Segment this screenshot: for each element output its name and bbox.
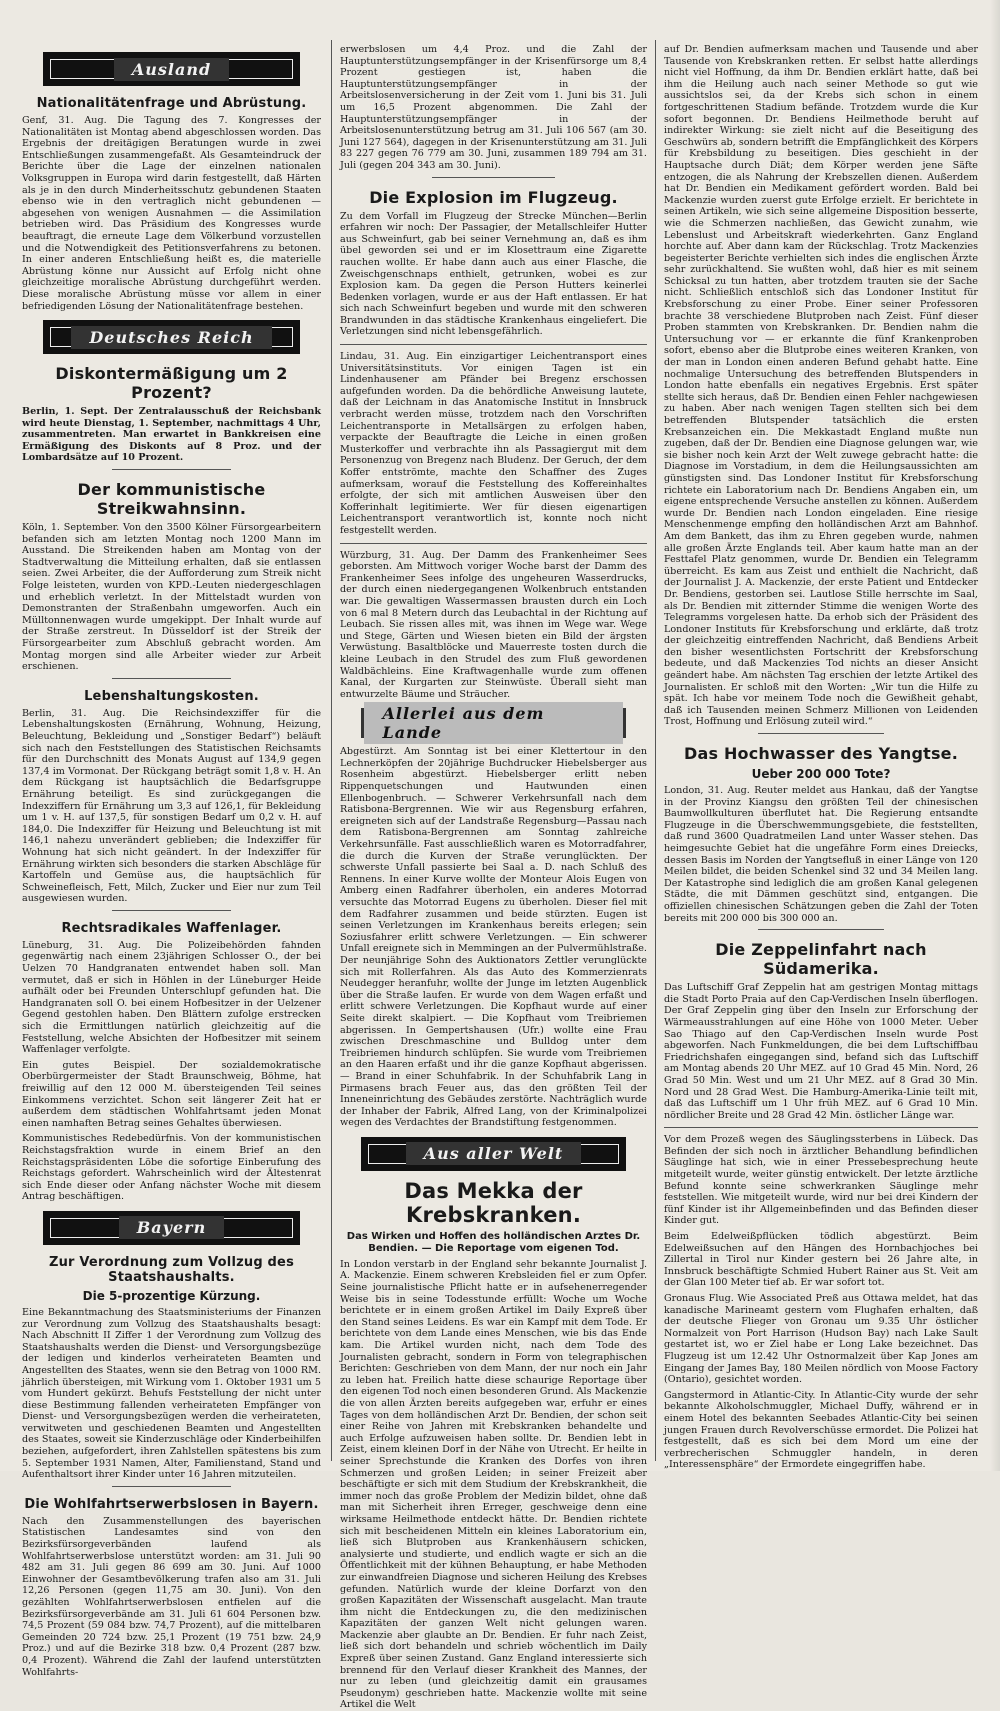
divider — [112, 469, 232, 470]
divider — [340, 344, 647, 345]
article-nationalitaet: Genf, 31. Aug. Die Tagung des 7. Kongresses der Nationalitäten ist Montag abend abgeschlossen worden. Das Ergebnis der dreitägigen Beratungen wurde in zwei Entschließungen zusammengefaßt. Als Gesamteindruck der Berichte über die Lage der einzelnen nationalen Volksgruppen in Europa wird darin festgestellt, daß Härten als je in den durch Minderheitsschutz gebundenen Staaten ebenso wie in den vertraglich nicht gebundenen — abgesehen von wenigen Ausnahmen — die Assimilation betrieben wird. Das Präsidium des Kongresses wurde beauftragt, die erneute Lage dem Völkerbund vorzustellen und die Notwendigkeit des Petitionsverfahrens zu betonen. In einer anderen Entschließung heißt es, die materielle Abrüstung könne nur Aussicht auf Erfolg nicht ohne gleichzeitige moralische Abrüstung durchgeführt werden. Diese moralische Abrüstung müsse vor allem in einer befriedigenden Lösung der Nationalitätenfrage bestehen. — [22, 115, 321, 312]
article-diskont: Berlin, 1. Sept. Der Zentralausschuß der Reichsbank wird heute Dienstag, 1. September, nachmittags 4 Uhr, zusammentreten. Man erwartet in Bankkreisen eine Ermäßigung des Diskonts auf 8 Proz. und der Lombardsätze auf 10 Prozent. — [22, 406, 321, 464]
section-header-reich — [43, 320, 300, 354]
article-erwerbslose-cont: erwerbslosen um 4,4 Proz. und die Zahl der Hauptunterstützungsempfänger in der Krisenfürsorge um 8,4 Prozent gestiegen ist, haben die Hauptunterstützungsempfänger in der Arbeitslosenversicherung in der Zeit vom 1. Juni bis 31. Juli um 16,5 Prozent abgenommen. Die Zahl der Hauptunterstützungsempfänger in der Arbeitslosenunterstützung betrug am 31. Juli 106 567 (am 30. Juni 127 564), dagegen in der Krisenunterstützung am 31. Juli 83 227 gegen 76 779 am 30. Juni, zusammen 189 794 am 31. Juli (gegen 204 343 am 30. Juni). — [340, 44, 647, 171]
article-zeppelin: Das Luftschiff Graf Zeppelin hat am gestrigen Montag mittags die Stadt Porto Praia auf den Cap-Verdischen Inseln überflogen. Der Graf Zeppelin ging über den Inseln zur Erforschung der Wärmeausstrahlungen auf eine Höhe von 1000 Meter. Ueber Sao Thiago auf den Cap-Verdischen Inseln wurde Post abgeworfen. Nach Funkmeldungen, die bei dem Luftschiffbau Friedrichshafen eingegangen sind, befand sich das Luftschiff am Montag abends 20 Uhr MEZ. auf 10 Grad 45 Min. Nord, 26 Grad 50 Min. West und um 21 Uhr MEZ. auf 8 Grad 30 Min. Nord und 28 Grad West. Die Hamburg-Amerika-Linie teilt mit, daß das Luftschiff um 1 Uhr früh MEZ. auf 6 Grad 10 Min. nördlicher Breite und 28 Grad 42 Min. östlicher Länge war. — [664, 982, 978, 1121]
section-title: Allerlei aus dem Lande — [364, 702, 622, 744]
headline-lebenshaltung: Lebenshaltungskosten. — [84, 688, 259, 704]
page-edge-shadow — [990, 0, 1000, 1471]
column-middle — [340, 44, 647, 1711]
article-bendien-cont: auf Dr. Bendien aufmerksam machen und Tausende und aber Tausende von Krebskranken retten. Er selbst hatte allerdings nicht viel Hoffnung, da ihm Dr. Bendien erklärt hatte, daß bei ihm die Heilung auch nach seiner Methode so gut wie aussichtslos sei, da der Krebs sich schon in einem fortgeschrittenen Stadium befände. Trotzdem wurde die Kur sofort begonnen. Dr. Bendiens Heilmethode beruht auf indirekter Wirkung: sie zielt nicht auf die Beseitigung des Geschwürs ab, sondern betrifft die Empfänglichkeit des Körpers für Krebsbildung zu beseitigen. Dies geschieht in der Hauptsache durch Diät; dem Körper werden jene Säfte entzogen, die als Nahrung der Krebszellen dienen. Außerdem hat Dr. Bendien ein Medikament gefördert worden. Bald bei Mackenzie wurden zuerst gute Erfolge erzielt. Er berichtete in seinen Artikeln, wie sich seine allgemeine Disposition besserte, wie die Schmerzen nachließen, das Gewicht zunahm, wie Lebenslust und Arbeitskraft wiederkehrten. Ganz England horchte auf. Aber dann kam der Rückschlag. Trotz Mackenzies begeisterter Berichte verhielten sich indes die englischen Ärzte sehr zurückhaltend. Sie wußten wohl, daß hier es mit seinem Schicksal zu tun hatten, aber trotzdem trauten sie der Sache nicht. Schließlich entschloß sich das Londoner Institut für Krebsforschung zu einer Probe. Einer seiner Professoren brachte 38 verschiedene Blutproben nach Zeist. Fünf dieser Proben stammten von Krebskranken. Dr. Bendien nahm die Untersuchung vor — er erkannte die fünf Krankenproben sofort, ebenso aber die Blutprobe eines weiteren Kranken, von der man in London einen anderen Befund gehabt hatte. Eine nochmalige Untersuchung des betreffenden Blutspenders in London hatte ebenfalls ein negatives Ergebnis. Erst später stellte sich heraus, daß Dr. Bendien einen Fehler nachgewiesen zu haben. Aber nach wenigen Tagen stellten sich bei dem betreffenden Blutspender tatsächlich die ersten Krebsanzeichen ein. Die Mekkastadt England mußte nun zugeben, daß der Dr. Bendien eine Diagnose gelungen war, wie sie bisher noch kein Arzt der Welt zuwege gebracht hatte: die Diagnose im Vorstadium, in dem die Heilungsaussichten am günstigsten sind. Das Londoner Institut für Krebsforschung richtete ein Laboratorium nach Dr. Bendiens Angaben ein, um eigene entsprechende Versuche anstellen zu können. Außerdem wurde Dr. Bendien nach London eingeladen. Eine riesige Menschenmenge empfing den holländischen Arzt am Bahnhof. Am dem Bankett, das ihm zu Ehren gegeben wurde, nahmen alle großen Ärzte Englands teil. Aber kaum hatte man an der Festtafel Platz genommen, wurde Dr. Bendien ein Telegramm überreicht. Es kam aus Zeist und enthielt die Nachricht, daß der Journalist J. A. Mackenzie, der erste Patient und Entdecker Dr. Bendiens, gestorben sei. Lautlose Stille herrschte im Saal, als Dr. Bendien mit zitternder Stimme die wenigen Worte des Telegramms vorgelesen hatte. Da erhob sich der Präsident des Londoner Instituts für Krebsforschung und erklärte, daß trotz der gleichzeitig eintreffenden Nachricht, daß Bendiens Arbeit den bisher wesentlichsten Fortschritt der Krebsforschung bedeute, und daß Mackenzies Tod nichts an dieser Ansicht geändert habe. Am nächsten Tag erschien der letzte Artikel des Journalisten. Er schloß mit den Worten: „Wir tun die Hilfe zu spät. Ich habe vor meinem Tode noch die Gewißheit gehabt, daß ich Tausenden meinen Schmerz Millionen von Leidenden Trost, Hoffnung und Erlösung zuteil wird.“ — [664, 44, 978, 728]
divider — [340, 543, 647, 544]
headline-streik: Der kommunistische Streikwahnsinn. — [77, 480, 266, 519]
headline-hochwasser: Das Hochwasser des Yangtse. — [683, 744, 959, 764]
section-title: Aus aller Welt — [406, 1142, 582, 1165]
section-title: Bayern — [119, 1216, 224, 1239]
article-hochwasser: London, 31. Aug. Reuter meldet aus Hankau, daß der Yangtse in der Provinz Kiangsu den größten Teil der chinesischen Baumwollkulturen überflutet hat. Die Regierung entsandte Flugzeuge in die Überschwemmungsgebiete, die feststellten, daß rund 3600 Quadratmeilen Land unter Wasser stehen. Das heimgesuchte Gebiet hat die ungefähre Form eines Dreiecks, dessen Basis im Norden der Yangtsefluß in einer Länge von 120 Meilen bildet, die beiden Schenkel sind 32 und 34 Meilen lang. Der Katastrophe sind lediglich die am großen Kanal gelegenen Städte, die mit Dämmen geschützt sind, entgangen. Die offiziellen chinesischen Schätzungen geben die Zahl der Toten bereits mit 200 000 bis 300 000 an. — [664, 785, 978, 924]
article-redebeduerfnis: Kommunistisches Redebedürfnis. Von der kommunistischen Reichstagsfraktion wurde in einem Brief an den Reichstagspräsidenten Löbe die sofortige Einberufung des Reichstags gefordert. Wahrscheinlich wird der Ältestenrat sich Ende dieser oder Anfang nächster Woche mit diesem Antrag beschäftigen. — [22, 1133, 321, 1203]
article-streik: Köln, 1. September. Von den 3500 Kölner Fürsorgearbeitern befanden sich am letzten Montag noch 1200 Mann im Ausstand. Die Streikenden haben am Montag von der Stadtverwaltung die Mitteilung erhalten, daß sie entlassen seien. Zwei Arbeiter, die der Aufforderung zum Streik nicht Folge leisteten, wurden von KPD.-Leuten niedergeschlagen und erheblich verletzt. In der Mittelstadt wurden von Demonstranten der Straßenbahn umgeworfen. Auch ein Mülltonnenwagen wurde umgekippt. Der Inhalt wurde auf der Straße zerstreut. In Düsseldorf ist der Streik der Fürsorgearbeiter zum Abschluß gebracht worden. Am Montag morgen sind alle Arbeiter wieder zur Arbeit erschienen. — [22, 522, 321, 673]
section-title: Ausland — [114, 58, 229, 81]
divider — [112, 1486, 232, 1487]
headline-wohlfahrt: Die Wohlfahrtserwerbslosen in Bayern. — [24, 1496, 319, 1512]
column-divider — [331, 40, 332, 1461]
article-gronau: Gronaus Flug. Wie Associated Preß aus Ottawa meldet, hat das kanadische Marineamt gestern vom Flughafen erhalten, daß der deutsche Flieger von Gronau um 9.35 Uhr östlicher Normalzeit von Port Harrison (Hudson Bay) nach Lake Sault gestartet ist, wo er Ziel habe er Long Lake bezeichnet. Das Flugzeug ist um 12.42 Uhr Ostnormalzeit über Kap Jones am Eingang der James Bay, 180 Meilen nördlich von Moose Factory (Ontario), gesichtet worden. — [664, 1293, 978, 1386]
column-left — [22, 44, 321, 1678]
article-mekka: In London verstarb in der England sehr bekannte Journalist J. A. Mackenzie. Einem schweren Krebsleiden fiel er zum Opfer. Seine journalistische Pflicht hatte er in aufsehenerregender Weise bis in seine Todesstunde erfüllt: Woche um Woche berichtete er in einem großen Artikel im Daily Expreß über den Stand seines Leidens. Es war ein Kampf mit dem Tode. Er berichtete von dem Lande eines Menschen, wie bis das Ende kam. Die Artikel wurden nicht, nach dem Tode des Journalisten gebracht, sondern in Form von telegraphischen Berichten: Geschrieben von dem Mann, der nur noch ein Jahr zu leben hat. Freilich hatte diese schaurige Reportage über den eigenen Tod noch einen besonderen Grund. Als Mackenzie die von allen Ärzten bereits aufgegeben war, erfuhr er eines Tages von dem holländischen Arzt Dr. Bendien, der schon seit einer Reihe von Jahren mit Krebskranken behandelte und auch Erfolge aufzuweisen haben sollte. Dr. Bendien lebt in Zeist, einem kleinen Dorf in der Nähe von Utrecht. Er heilte in seiner Sprechstunde die Kranken des Dorfes von ihren Schmerzen und großen Leiden; in seiner Freizeit aber beschäftigte er sich mit dem Studium der Krebskrankheit, die immer noch das große Problem der Medizin bildet, ohne daß man mit Sicherheit ihren Erreger, geschweige denn eine wirksame Heilmethode entdeckt hätte. Dr. Bendien richtete sich mit bescheidenen Mitteln ein kleines Laboratorium ein, ließ sich Blutproben aus Krankenhäusern schicken, analysierte und studierte, und endlich wagte er sich an die Öffentlichkeit mit der kühnen Behauptung, er habe Methoden zur einwandfreien Diagnose und sicheren Heilung des Krebses gefunden. Natürlich wurde der kleine Dorfarzt von den großen Kapazitäten der Wissenschaft ausgelacht. Man traute ihm nicht die Entdeckungen zu, die den medizinischen Kapazitäten der ganzen Welt nicht gelungen waren. Mackenzie aber glaubte an Dr. Bendien. Er fuhr nach Zeist, ließ sich dort behandeln und schrieb wöchentlich im Daily Expreß über seinen Zustand. Ganz England interessierte sich brennend für den Verlauf dieser Krankheit des Mannes, der nur zu leben (und gleichzeitig damit ein grausames Pseudonym) geschrieben hatte. Mackenzie wollte mit seine Artikel die Welt — [340, 1258, 647, 1711]
divider — [112, 910, 232, 911]
headline-nationalitaet: Nationalitätenfrage und Abrüstung. — [36, 96, 307, 111]
section-header-lande — [361, 704, 625, 743]
headline-verordnung: Zur Verordnung zum Vollzug des Staatshaushalts. — [48, 1254, 295, 1285]
divider — [758, 733, 884, 734]
article-waffenlager: Lüneburg, 31. Aug. Die Polizeibehörden fahnden gegenwärtig nach einem 23jährigen Schlosser O., der bei Uelzen 70 Handgranaten entwendet haben soll. Man vermutet, daß er sich in Höhlen in der Lüneburger Heide aufhält oder bei Freunden Unterschlupf gefunden hat. Die Handgranaten soll O. bei einem Hofbesitzer in der Uelzener Gegend gestohlen haben. Den Blättern zufolge erstrecken sich die Ermittlungen natürlich gleichzeitig auf die Feststellung, welche Absichten der Hofbesitzer mit seinem Waffenlager verfolgte. — [22, 939, 321, 1056]
headline-mekka: Das Mekka der Krebskranken. — [404, 1178, 583, 1227]
section-header-bayern — [43, 1211, 300, 1245]
article-lande: Abgestürzt. Am Sonntag ist bei einer Klettertour in den Lechnerköpfen der 20jährige Buchdrucker Hiebelsberger aus Rosenheim abgestürzt. Hiebelsberger erlitt neben Rippenquetschungen und Hautwunden einen Ellenbogenbruch. — Schwerer Verkehrsunfall nach dem Ratisbona-Bergrennen. Wie wir aus Regensburg erfahren, ereigneten sich auf der Landstraße Regensburg—Passau nach dem Ratisbona-Bergrennen am Sonntag zahlreiche Verkehrsunfälle. Fast ausschließlich waren es Motorradfahrer, die durch die Kurven der Straße verunglückten. Der schwerste Unfall passierte bei Saal a. D. nach Schluß des Rennens. In einer Kurve wollte der Monteur Alois Eugen von Amberg einen Radfahrer überholen, ein anderes Motorrad versuchte das Motorrad Eugens zu überholen. Dieser fiel mit dem Radfahrer zusammen und beide stürzten. Eugen ist seinen Verletzungen im Krankenhaus bereits erlegen; sein Soziusfahrer erlitt schwere Verletzungen. — Ein schwerer Unfall ereignete sich in Memmingen an der Pulvermühlstraße. Der neunjährige Sohn des Auktionators Zettler verunglückte sich mit Rollerfahren. Als das Auto des Kommerzienrats Neudegger heranfuhr, wollte der Junge im letzten Augenblick über die Straße laufen. Er wurde von dem Wagen erfaßt und erlitt schwere Verletzungen. Die Kopfhaut wurde auf einer Seite direkt skalpiert. — Die Kopfhaut vom Treibriemen abgerissen. In Gempertshausen (Ufr.) wollte eine Frau zwischen Dreschmaschine und Bulldog unter dem Treibriemen hindurch schlüpfen. Sie wurde vom Treibriemen an den Haaren erfaßt und ihr die ganze Kopfhaut abgerissen. — Brand in einer Schuhfabrik. In der Schuhfabrik Lang in Pirmasens brach Feuer aus, das den größten Teil der Inneneinrichtung des Gebäudes zerstörte. Nachträglich wurde der Inhaber der Fabrik, Alfred Lang, von der Kriminalpolizei wegen des Verdachtes der Brandstiftung festgenommen. — [340, 746, 647, 1129]
section-header-aller-welt — [361, 1137, 625, 1171]
divider — [664, 1127, 978, 1128]
headline-zeppelin: Die Zeppelinfahrt nach Südamerika. — [715, 940, 927, 979]
divider — [758, 929, 884, 930]
subhead-tote: Ueber 200 000 Tote? — [751, 767, 891, 782]
article-explosion: Zu dem Vorfall im Flugzeug der Strecke München—Berlin erfahren wir noch: Der Passagier, der Metallschleifer Hutter aus Schweinfurt, gab bei seiner Vernehmung an, daß es ihm übel geworden sei und er im Klosettraum eine Zigarette rauchen wollte. Er habe dann auch aus einer Flasche, die Zweischgenschnaps enthielt, getrunken, wobei es zur Explosion kam. Da gegen die Person Hutters keinerlei Bedenken vorlagen, wurde er aus der Haft entlassen. Er hat sich nach Schweinfurt begeben und wurde mit den schweren Brandwunden in das städtische Krankenhaus eingeliefert. Die Verletzungen sind nicht lebensgefährlich. — [340, 210, 647, 338]
article-wohlfahrt: Nach den Zusammenstellungen des bayerischen Statistischen Landesamtes sind von den Bezirksfürsorgeverbänden laufend als Wohlfahrtserwerbslose unterstützt worden: am 31. Juli 90 482 am 31. Juli gegen 86 699 am 30. Juni. Auf 1000 Einwohner der Gesamtbevölkerung trafen also am 31. Juli 12,26 Personen (gegen 11,75 am 30. Juni). Von den gezählten Wohlfahrtserwerbslosen entfielen auf die Bezirksfürsorgeverbände am 31. Juli 61 604 Personen bzw. 74,5 Prozent (59 084 bzw. 74,7 Prozent), auf die mittelbaren Gemeinden 20 724 bzw. 25,1 Prozent (19 751 bzw. 24,9 Proz.) und auf die Bezirke 318 bzw. 0,4 Prozent (287 bzw. 0,4 Prozent). Während die Zahl der laufend unterstützten Wohlfahrts- — [22, 1515, 321, 1678]
divider — [112, 678, 232, 679]
article-prozess: Vor dem Prozeß wegen des Säuglingssterbens in Lübeck. Das Befinden der sich noch in ärztlicher Behandlung befindlichen Säuglinge hat sich, wie in einer Pressebesprechung heute mitgeteilt wurde, weiter günstig entwickelt. Der letzte ärztliche Befund konnte seine schwerkranken Säuglinge mehr feststellen. Wie mitgeteilt wurde, wird nur bei drei Kindern der fünf Kinder ist ihr Allgemeinbefinden und das Befinden dieser Kinder gut. — [664, 1134, 978, 1227]
headline-waffenlager: Rechtsradikales Waffenlager. — [61, 920, 282, 936]
article-lebenshaltung: Berlin, 31. Aug. Die Reichsindexziffer für die Lebenshaltungskosten (Ernährung, Wohnung, Heizung, Beleuchtung, Bekleidung und „Sonstiger Bedarf“) beläuft sich nach den Feststellungen des Statistischen Reichsamts für den Durchschnitt des Monats August auf 134,9 gegen 137,4 im Vormonat. Der Rückgang beträgt somit 1,8 v. H. An dem Rückgang ist hauptsächlich die Bedarfsgruppe Ernährung beteiligt. Es sind zurückgegangen die Indexziffern für Ernährung um 3,3 auf 126,1, für Bekleidung um 1 v. H. auf 137,5, für sonstigen Bedarf um 0,2 v. H. auf 184,0. Die Indexziffer für Heizung und Beleuchtung ist mit 146,1 nahezu unverändert geblieben; die Indexziffer für Wohnung hat sich nicht geändert. In der Indexziffer für Ernährung wirkten sich besonders die starken Abschläge für Kartoffeln und Gemüse aus, die hauptsächlich für Schweinefleisch, Fett, Milch, Zucker und Eier nur zum Teil ausgewiesen wurden. — [22, 707, 321, 905]
article-lindau: Lindau, 31. Aug. Ein einzigartiger Leichentransport eines Universitätsinstituts. Vor einigen Tagen ist ein Lindenhausener am Pfänder bei Bregenz erschossen aufgefunden worden. Da die behördliche Anweisung lautete, daß der Leichnam in das Anatomische Institut in Innsbruck verbracht werden müsse, trotzdem nach den Vorschriften Leichentransporte in Metallsärgen zu erfolgen haben, verpackte der Beauftragte die Leiche in einen großen Musterkoffer und verbrachte ihn als Passagiergut mit dem Personenzug von Bregenz nach Bludenz. Der Geruch, der dem Koffer entströmte, machte den Schaffner des Zuges aufmerksam, worauf die Feststellung des Koffereinhaltes erfolgte, der sich mit amtlichen Ausweisen über den Kofferinhalt legitimierte. Wer für diesen eigenartigen Leichentransport verantwortlich ist, konnte noch nicht festgestellt werden. — [340, 351, 647, 536]
headline-diskont: Diskontermäßigung um 2 Prozent? — [55, 364, 288, 403]
article-verordnung: Eine Bekanntmachung des Staatsministeriums der Finanzen zur Verordnung zum Vollzug des Staatshaushalts besagt: Nach Abschnitt II Ziffer 1 der Verordnung zum Vollzug des Staatshaushalts werden die Dienst- und Versorgungsbezüge der ledigen und kinderlos verheirateten Beamten und Angestellten des Staates, wenn sie den Betrag von 1000 RM. jährlich übersteigen, mit Wirkung vom 1. Oktober 1931 um 5 vom Hundert gekürzt. Behufs Feststellung der nicht unter diese Bestimmung fallenden verheirateten Empfänger von Dienst- und Versorgungsbezügen werden die verheirateten, verwitweten und geschiedenen Beamten und Angestellten des Staates, soweit sie Kinderzuschläge oder Kinderbeihilfen beziehen, aufgefordert, ihren Zahlstellen spätestens bis zum 5. September 1931 Namen, Alter, Familienstand, Stand und Aufenthaltsort ihrer Kinder unter 16 Jahren mitzuteilen. — [22, 1306, 321, 1481]
article-beispiel: Ein gutes Beispiel. Der sozialdemokratische Oberbürgermeister der Stadt Braunschweig, Böhme, hat freiwillig auf den 12 000 M. übersteigenden Teil seines Einkommens verzichtet. Schon seit längerer Zeit hat er außerdem dem städtischen Wohlfahrtsamt jeden Monat einen namhaften Betrag seines Gehaltes überwiesen. — [22, 1059, 321, 1129]
divider — [432, 177, 555, 178]
article-gangster: Gangstermord in Atlantic-City. In Atlantic-City wurde der sehr bekannte Alkoholschmuggler, Michael Duffy, während er in einem Hotel des bekannten Seebades Atlantic-City bei seinen jungen Frauen durch Revolverschüsse ermordet. Die Polizei hat festgestellt, daß es sich bei dem Mord um eine der verbrecherischen Schmuggler handeln, in deren „Interessensphäre“ der Ermordete eingegriffen habe. — [664, 1389, 978, 1471]
headline-explosion: Die Explosion im Flugzeug. — [369, 187, 618, 207]
subhead-mekka: Das Wirken und Hoffen des holländischen Arztes Dr. Bendien. — Die Reportage vom eigenen Tod. — [346, 1230, 641, 1254]
section-title: Deutsches Reich — [71, 326, 271, 349]
article-wuerzburg: Würzburg, 31. Aug. Der Damm des Frankenheimer Sees geborsten. Am Mittwoch voriger Woche barst der Damm des Frankenheimer Sees infolge des ungeheuren Wasserdrucks, der durch einen niedergegangenen Wolkenbruch entstanden war. Die gewaltigen Wassermassen brausten durch ein Loch von 6 mal 8 Metern durch das Leubachtal in der Richtung auf Leubach. Sie rissen alles mit, was ihnen im Wege war. Wege und Stege, Gärten und Wiesen bieten ein Bild der ärgsten Verwüstung. Basaltblöcke und Mauerreste tosten durch die kleine Leubach in den Strudel des zum Fluß gewordenen Waldbächleins. Eine Kraftwagenhalle wurde zum offenen Kanal, der Kurgarten zur Steinwüste. Überall sieht man entwurzelte Bäume und Sträucher. — [340, 549, 647, 700]
subhead-kuerzung: Die 5-prozentige Kürzung. — [82, 1288, 261, 1303]
column-right — [664, 44, 978, 1471]
section-header-ausland — [43, 52, 300, 86]
article-edelweiss: Beim Edelweißpflücken tödlich abgestürzt. Beim Edelweißsuchen auf den Hängen des Hornbachjoches bei Zillertal in Tirol nur Kinder gestern bei 26 Jahre alte, in Innsbruck beschäftigte Schmied Hubert Rainer aus St. Veit am der Glan 100 Meter tief ab. Er war sofort tot. — [664, 1231, 978, 1289]
column-divider — [655, 40, 656, 1461]
